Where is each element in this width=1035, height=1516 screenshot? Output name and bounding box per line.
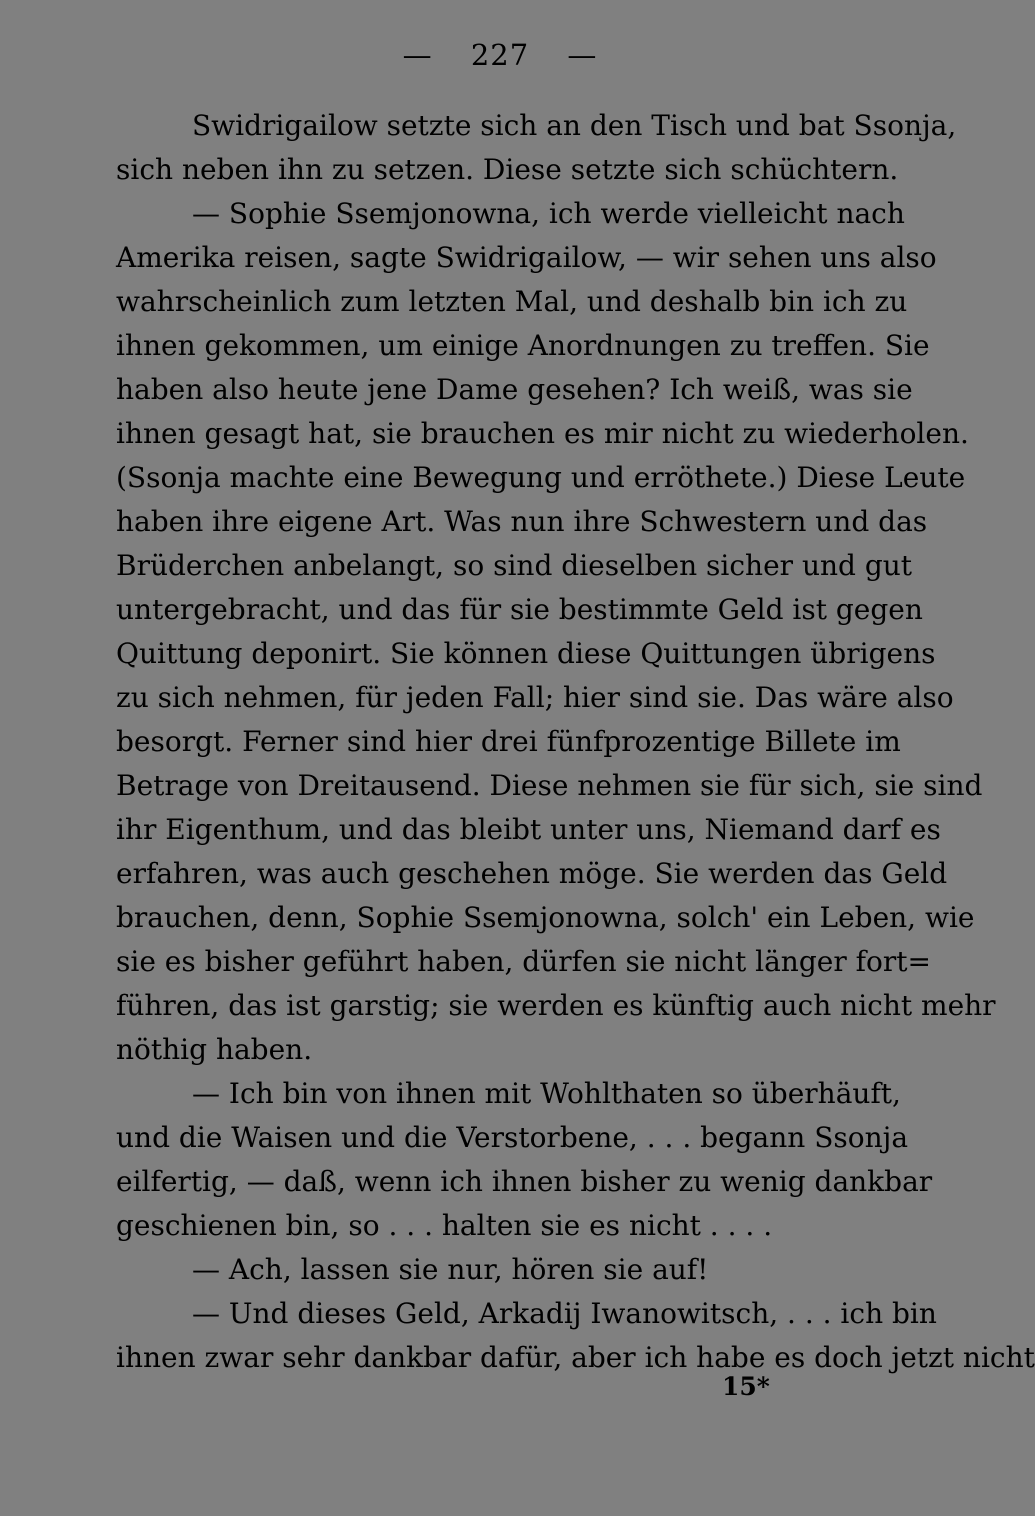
text-line: ihnen gesagt hat, sie brauchen es mir nicht zu wiederholen. (116, 417, 969, 450)
text-line: ihnen zwar sehr dankbar dafür, aber ich habe es doch jetzt nicht (116, 1341, 1035, 1374)
text-line: sich neben ihn zu setzen. Diese setzte sich schüchtern. (116, 153, 899, 186)
text-line: wahrscheinlich zum letzten Mal, und deshalb bin ich zu (116, 285, 908, 318)
text-line: ihr Eigenthum, und das bleibt unter uns, Niemand darf es (116, 813, 941, 846)
text-line: sie es bisher geführt haben, dürfen sie nicht länger fort= (116, 945, 931, 978)
text-line: und die Waisen und die Verstorbene, . . . begann Ssonja (116, 1121, 909, 1154)
text-line: eilfertig, — daß, wenn ich ihnen bisher zu wenig dankbar (116, 1165, 933, 1198)
text-line: — Und dieses Geld, Arkadij Iwanowitsch, . . . ich bin (192, 1297, 937, 1330)
text-line: — Ich bin von ihnen mit Wohlthaten so überhäuft, (192, 1077, 901, 1110)
text-line: erfahren, was auch geschehen möge. Sie werden das Geld (116, 857, 948, 890)
text-line: brauchen, denn, Sophie Ssemjonowna, solch' ein Leben, wie (116, 901, 975, 934)
text-line: geschienen bin, so . . . halten sie es nicht . . . . (116, 1209, 773, 1242)
printer-signature: 15* (722, 1372, 770, 1401)
text-line: haben also heute jene Dame gesehen? Ich weiß, was sie (116, 373, 913, 406)
text-line: untergebracht, und das für sie bestimmte Geld ist gegen (116, 593, 923, 626)
text-line: besorgt. Ferner sind hier drei fünfprozentige Billete im (116, 725, 901, 758)
header-dash-right: — (567, 38, 598, 72)
header-dash-left: — (402, 38, 433, 72)
text-line: nöthig haben. (116, 1033, 313, 1066)
text-line: haben ihre eigene Art. Was nun ihre Schwestern und das (116, 505, 928, 538)
text-line: Amerika reisen, sagte Swidrigailow, — wir sehen uns also (116, 241, 937, 274)
text-line: Swidrigailow setzte sich an den Tisch und bat Ssonja, (192, 109, 957, 142)
text-line: (Ssonja machte eine Bewegung und erröthete.) Diese Leute (116, 461, 966, 494)
page-number: 227 (470, 38, 530, 72)
text-line: zu sich nehmen, für jeden Fall; hier sind sie. Das wäre also (116, 681, 954, 714)
text-line: Quittung deponirt. Sie können diese Quittungen übrigens (116, 637, 936, 670)
text-line: ihnen gekommen, um einige Anordnungen zu treffen. Sie (116, 329, 930, 362)
text-line: — Ach, lassen sie nur, hören sie auf! (192, 1253, 709, 1286)
text-line: Brüderchen anbelangt, so sind dieselben sicher und gut (116, 549, 913, 582)
text-line: führen, das ist garstig; sie werden es künftig auch nicht mehr (116, 989, 996, 1022)
text-line: — Sophie Ssemjonowna, ich werde vielleicht nach (192, 197, 905, 230)
running-header (0, 38, 1000, 72)
body-text (116, 104, 1035, 1380)
text-line: Betrage von Dreitausend. Diese nehmen sie für sich, sie sind (116, 769, 983, 802)
